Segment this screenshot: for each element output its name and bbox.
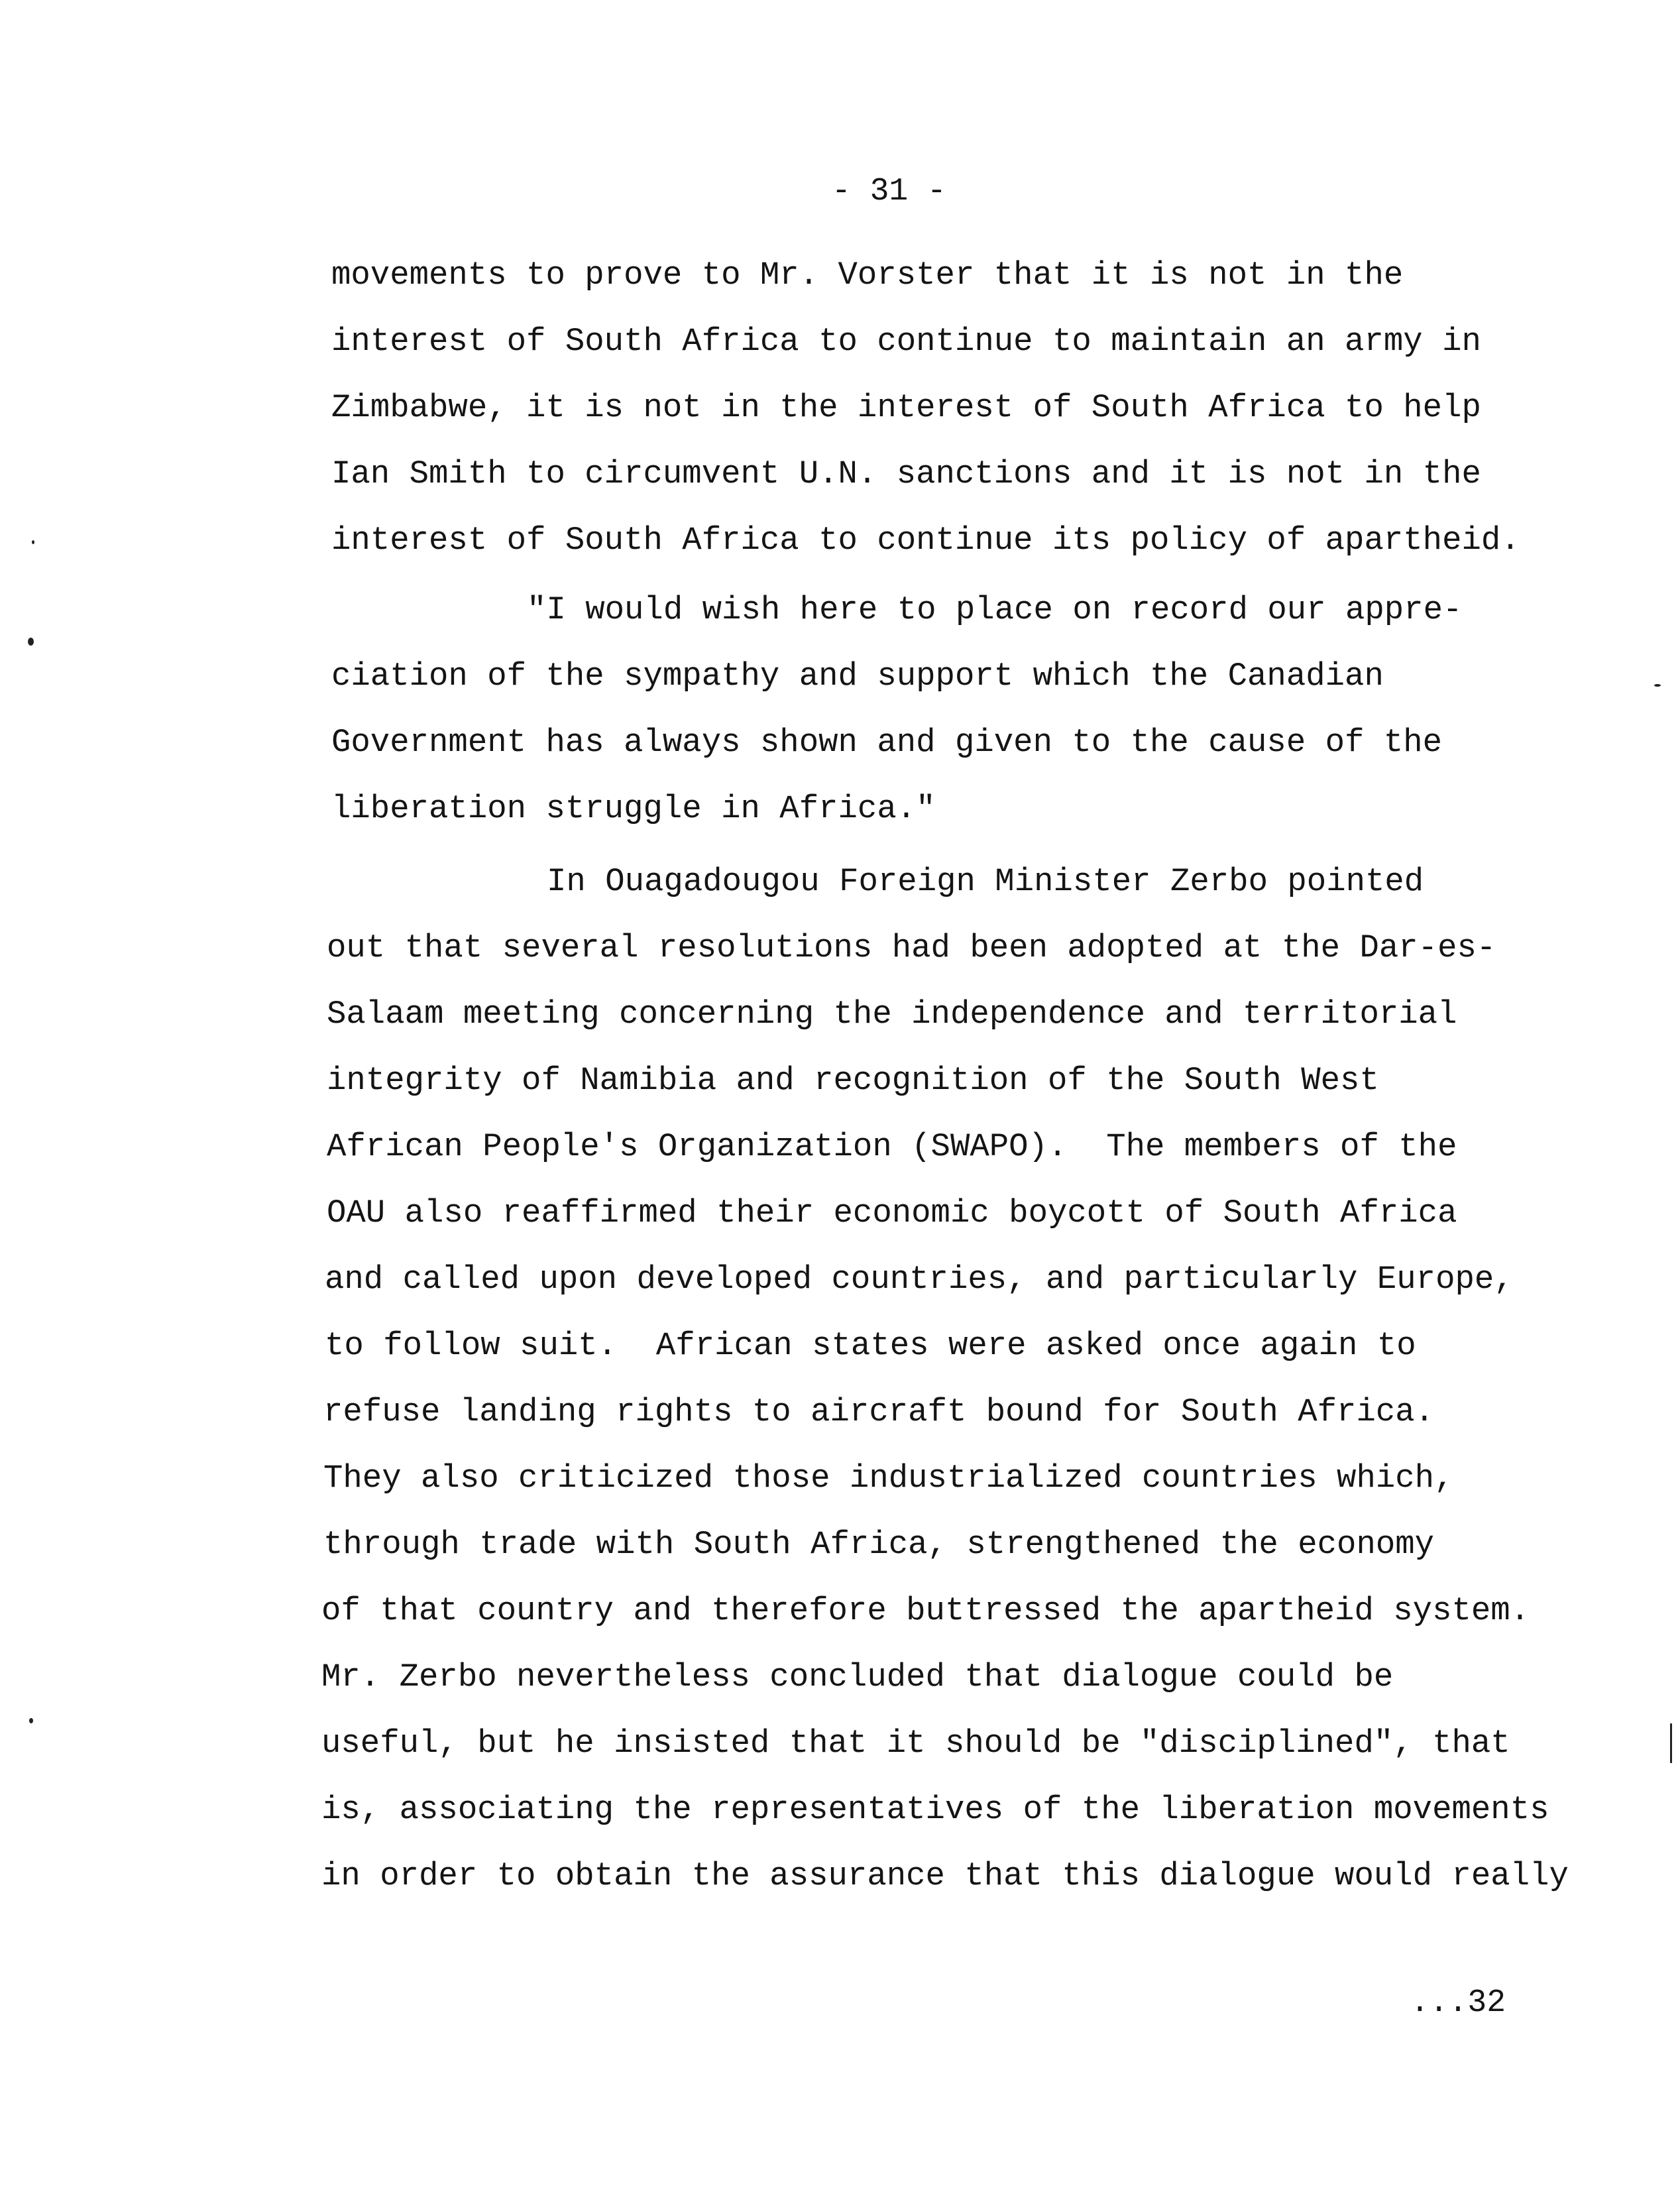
text-line: and called upon developed countries, and particularly Europe, xyxy=(325,1261,1514,1298)
scan-speck xyxy=(1670,1723,1672,1763)
scan-speck xyxy=(32,540,34,544)
text-line: refuse landing rights to aircraft bound for South Africa. xyxy=(323,1393,1435,1430)
text-line: Salaam meeting concerning the independence and territorial xyxy=(327,996,1457,1033)
text-line: in order to obtain the assurance that this dialogue would really xyxy=(321,1857,1569,1894)
text-line: out that several resolutions had been adopted at the Dar-es- xyxy=(327,929,1496,966)
text-line: OAU also reaffirmed their economic boycott of South Africa xyxy=(327,1194,1457,1232)
text-line: Zimbabwe, it is not in the interest of South Africa to help xyxy=(331,389,1481,426)
text-line: is, associating the representatives of the liberation movements xyxy=(321,1791,1549,1828)
text-line: through trade with South Africa, strengthened the economy xyxy=(323,1526,1435,1563)
text-line: ciation of the sympathy and support which the Canadian xyxy=(331,658,1384,695)
text-line: interest of South Africa to continue its policy of apartheid. xyxy=(331,522,1520,559)
text-line: integrity of Namibia and recognition of the South West xyxy=(327,1062,1379,1099)
text-line: interest of South Africa to continue to maintain an army in xyxy=(331,323,1481,360)
continuation-marker: ...32 xyxy=(1410,1985,1506,2021)
text-line: "I would wish here to place on record our appre- xyxy=(527,591,1463,628)
scan-speck xyxy=(29,1718,33,1723)
text-line: movements to prove to Mr. Vorster that it is not in the xyxy=(331,257,1404,294)
text-line: Mr. Zerbo nevertheless concluded that dialogue could be xyxy=(321,1658,1394,1696)
text-line: They also criticized those industrialized countries which, xyxy=(323,1460,1454,1497)
text-line: useful, but he insisted that it should be "disciplined", that xyxy=(321,1725,1510,1762)
scan-speck xyxy=(28,638,34,646)
text-line: African People's Organization (SWAPO). The members of the xyxy=(327,1128,1457,1165)
text-line: of that country and therefore buttressed the apartheid system. xyxy=(321,1592,1530,1629)
page-number: - 31 - xyxy=(832,174,946,209)
text-line: In Ouagadougou Foreign Minister Zerbo pointed xyxy=(547,863,1424,900)
text-line: Ian Smith to circumvent U.N. sanctions and it is not in the xyxy=(331,455,1481,492)
scan-speck xyxy=(1654,684,1661,687)
text-line: Government has always shown and given to the cause of the xyxy=(331,724,1443,761)
text-line: liberation struggle in Africa." xyxy=(331,790,936,827)
text-line: to follow suit. African states were asked once again to xyxy=(325,1327,1416,1364)
